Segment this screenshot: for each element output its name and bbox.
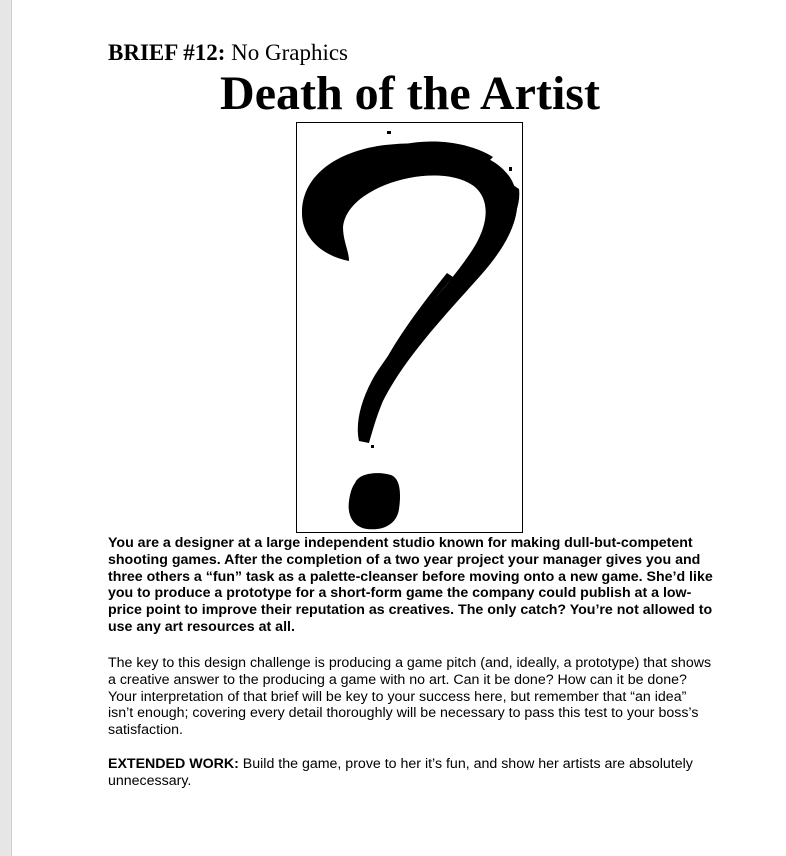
brief-header [108,40,348,66]
extended-work-paragraph [108,756,714,790]
question-mark-dot [349,473,400,529]
extended-work-text: Build the game, prove to her it’s fun, and show her artists are absolutely unnecessary. [108,756,693,789]
question-mark-hook [302,143,517,443]
challenge-paragraph: The key to this design challenge is producing a game pitch (and, ideally, a prototype) that shows a creative answer to the producing a game with no art. Can it be done? How can it be done? Your interpretation of that brief will be key to your success here, but remember that “an idea” isn’t enough; covering every detail thoroughly will be necessary to pass this test to your boss’s satisfaction. [108,655,712,739]
extended-work-label: EXTENDED WORK: [108,756,239,772]
brief-subtitle: No Graphics [231,40,348,65]
brush-streak [381,273,453,371]
brush-fleck [371,445,374,448]
brief-number: BRIEF #12: [108,40,226,65]
page-title: Death of the Artist [220,67,600,120]
intro-paragraph: You are a designer at a large independent studio known for making dull-but-competent shooting games. After the completion of a two year project your manager gives you and three others a “fun” task as a palette-cleanser before moving onto a new game. She’d like you to produce a prototype for a short-form game the company could publish at a low-price point to improve their reputation as creatives. The only catch? You’re not allowed to use any art resources at all. [108,535,713,635]
brush-fleck [355,163,358,166]
question-mark-icon [297,123,522,532]
window-left-gutter [0,0,12,856]
document-page [12,0,786,856]
brush-fleck [387,131,391,134]
brush-fleck [509,167,512,171]
question-mark-image [296,122,523,533]
